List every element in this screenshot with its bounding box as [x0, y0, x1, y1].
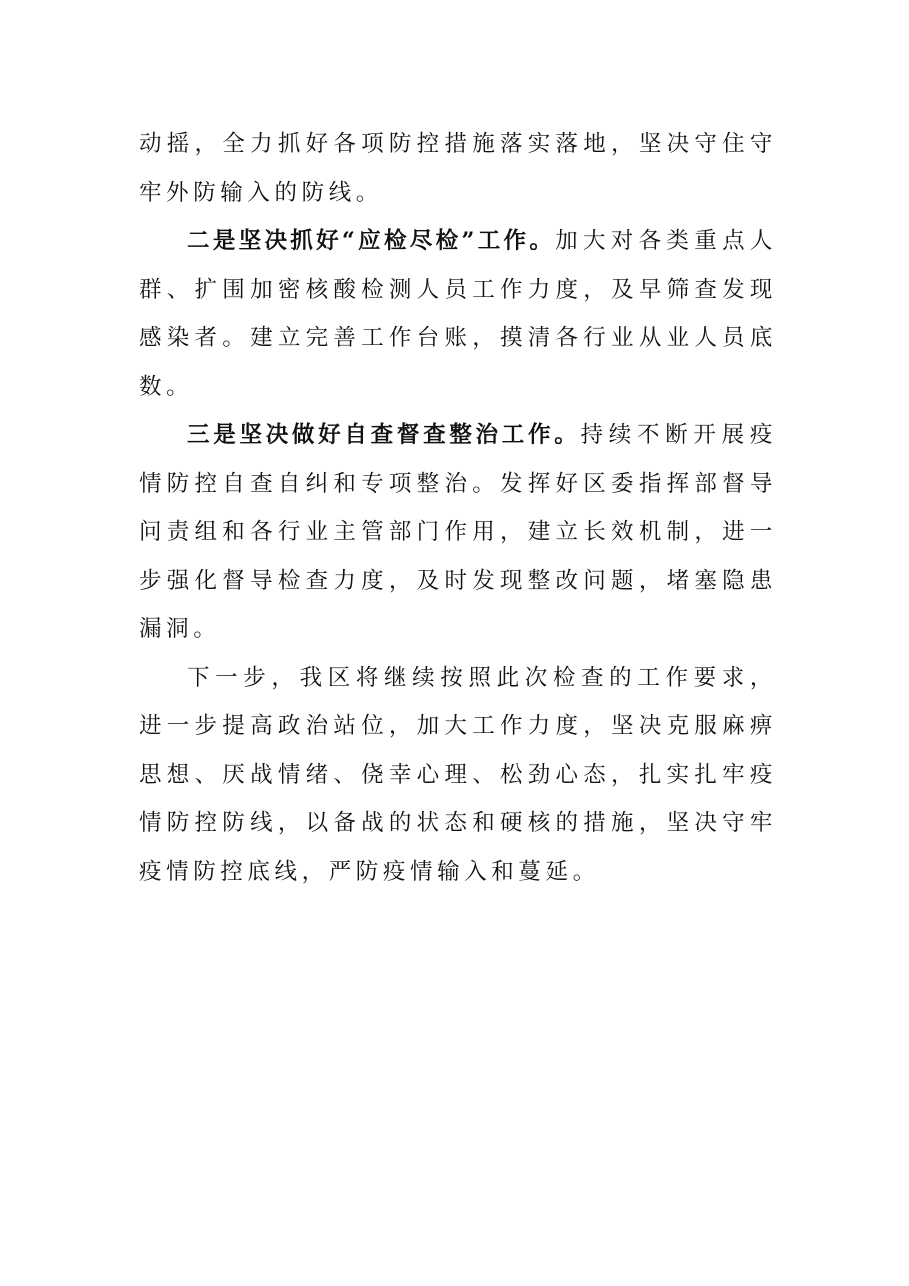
- paragraph-heading: 二是坚决抓好“应检尽检”工作。: [187, 228, 556, 254]
- paragraph-text: 动摇，全力抓好各项防控措施落实落地，坚决守住守牢外防输入的防线。: [139, 131, 777, 206]
- document-body: [139, 120, 777, 896]
- paragraph-text: 持续不断开展疫情防控自查自纠和专项整治。发挥好区委指挥部督导问责组和各行业主管部门作用，建立长效机制，进一步强化督导检查力度，及时发现整改问题，堵塞隐患漏洞。: [139, 422, 777, 642]
- paragraph-test-all: [139, 217, 777, 411]
- paragraph-inspection: [139, 411, 777, 654]
- paragraph-text: 下一步，我区将继续按照此次检查的工作要求，进一步提高政治站位，加大工作力度，坚决克服麻痹思想、厌战情绪、侥幸心理、松劲心态，扎实扎牢疫情防控防线，以备战的状态和硬核的措施，坚决守牢疫情防控底线，严防疫情输入和蔓延。: [139, 664, 777, 885]
- paragraph-next-steps: [139, 654, 777, 897]
- paragraph-text: 加大对各类重点人群、扩围加密核酸检测人员工作力度，及早筛查发现感染者。建立完善工作台账，摸清各行业从业人员底数。: [139, 228, 777, 400]
- paragraph-continuation: [139, 120, 777, 217]
- paragraph-heading: 三是坚决做好自查督查整治工作。: [187, 422, 581, 448]
